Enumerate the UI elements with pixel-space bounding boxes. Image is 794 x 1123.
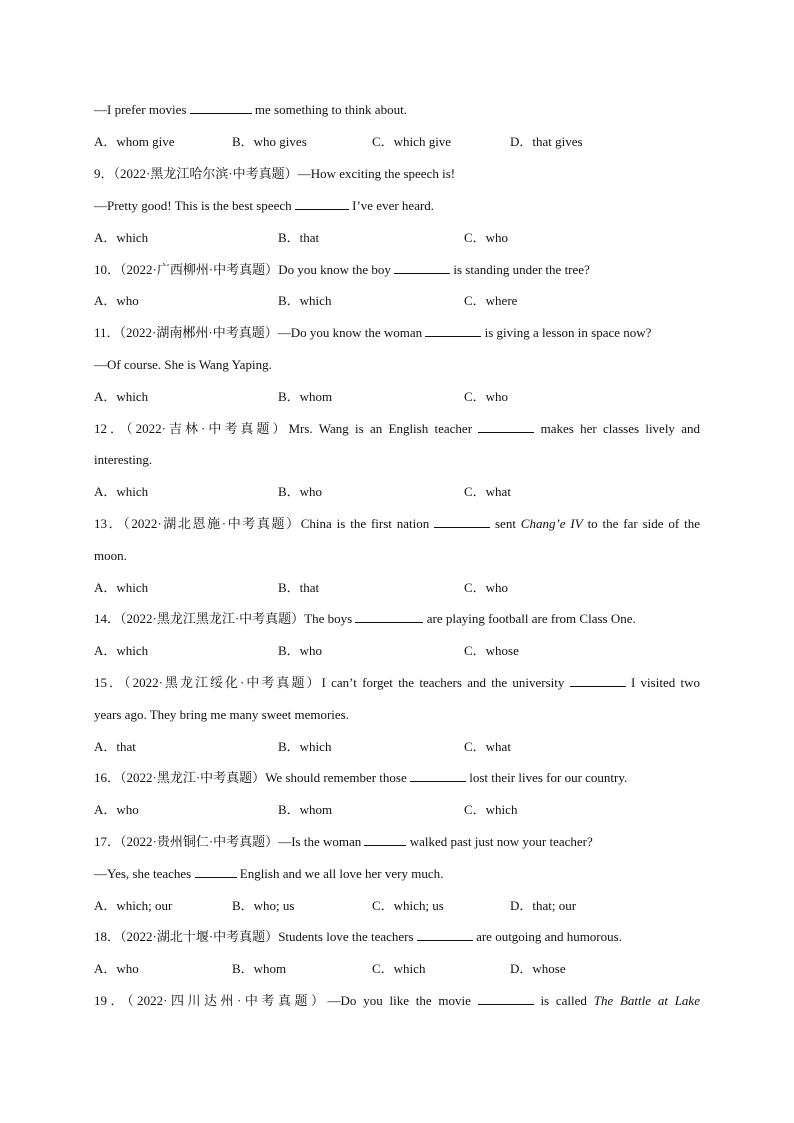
answer-blank (434, 515, 490, 528)
option-c[interactable]: C．which (372, 961, 426, 976)
q17-stem-line2: —Yes, she teaches English and we all love her very much. (94, 866, 444, 881)
option-d[interactable]: D．that; our (510, 898, 577, 913)
q15-stem: 15．（2022·黑龙江绥化·中考真题）I can’t forget the teachers and the university I visited two (94, 675, 700, 690)
option-c[interactable]: C．who (464, 389, 509, 404)
answer-blank (355, 610, 423, 623)
q13-stem-line2: moon. (94, 548, 127, 563)
option-d[interactable]: D．that gives (510, 134, 583, 149)
q13-stem: 13．（2022·湖北恩施·中考真题）China is the first nation sent Chang’e IV to the far side of the (94, 516, 700, 531)
question-source: （2022·湖南郴州·中考真题） (119, 325, 278, 340)
option-b[interactable]: B．who; us (232, 898, 295, 913)
option-c[interactable]: C．which; us (372, 898, 444, 913)
q16-stem: 16．（2022·黑龙江·中考真题）We should remember those lost their lives for our country. (94, 770, 628, 785)
answer-blank (570, 674, 626, 687)
question-source: （2022·广西柳州·中考真题） (120, 262, 279, 277)
option-a[interactable]: A．which (94, 230, 149, 245)
option-a[interactable]: A．who (94, 802, 139, 817)
question-source: （2022·贵州铜仁·中考真题） (120, 834, 279, 849)
option-d[interactable]: D．whose (510, 961, 566, 976)
q17-stem: 17．（2022·贵州铜仁·中考真题）—Is the woman walked past just now your teacher? (94, 834, 593, 849)
question-source: （2022·黑龙江绥化·中考真题） (124, 675, 322, 690)
option-a[interactable]: A．who (94, 293, 139, 308)
question-number: 17． (94, 834, 121, 849)
option-b[interactable]: B．that (278, 580, 320, 595)
option-b[interactable]: B．whom (278, 802, 333, 817)
answer-blank (195, 865, 237, 878)
question-source: （2022·黑龙江黑龙江·中考真题） (120, 611, 305, 626)
option-c[interactable]: C．which (464, 802, 518, 817)
q18-stem: 18．（2022·湖北十堰·中考真题）Students love the teachers are outgoing and humorous. (94, 929, 622, 944)
q15-stem-line2: years ago. They bring me many sweet memories. (94, 707, 349, 722)
option-c[interactable]: C．what (464, 739, 511, 754)
q11-stem: 11．（2022·湖南郴州·中考真题）—Do you know the woman is giving a lesson in space now? (94, 325, 652, 340)
question-number: 11． (94, 325, 120, 340)
option-a[interactable]: A．whom give (94, 134, 175, 149)
option-b[interactable]: B．who (278, 484, 323, 499)
q12-stem: 12．（2022·吉林·中考真题）Mrs. Wang is an English teacher makes her classes lively and (94, 421, 700, 436)
answer-blank (478, 992, 534, 1005)
option-b[interactable]: B．that (278, 230, 320, 245)
answer-blank (410, 769, 466, 782)
answer-blank (364, 833, 406, 846)
option-a[interactable]: A．which; our (94, 898, 173, 913)
question-number: 10． (94, 262, 121, 277)
question-source: （2022·吉林·中考真题） (126, 421, 289, 436)
q14-stem: 14．（2022·黑龙江黑龙江·中考真题）The boys are playing football are from Class One. (94, 611, 636, 626)
q10-stem: 10．（2022·广西柳州·中考真题）Do you know the boy is standing under the tree? (94, 262, 590, 277)
option-b[interactable]: B．which (278, 739, 332, 754)
question-source: （2022·黑龙江哈尔滨·中考真题） (113, 166, 298, 181)
option-b[interactable]: B．who gives (232, 134, 307, 149)
question-number: 13． (94, 516, 124, 531)
option-c[interactable]: C．who (464, 580, 509, 595)
option-c[interactable]: C．what (464, 484, 511, 499)
option-a[interactable]: A．which (94, 389, 149, 404)
option-a[interactable]: A．which (94, 484, 149, 499)
option-b[interactable]: B．who (278, 643, 323, 658)
question-number: 14． (94, 611, 121, 626)
question-number: 15． (94, 675, 125, 690)
option-c[interactable]: C．whose (464, 643, 519, 658)
q9-stem: 9．（2022·黑龙江哈尔滨·中考真题）—How exciting the speech is! (94, 166, 456, 181)
spacecraft-name: Chang’e IV (520, 516, 583, 531)
option-a[interactable]: A．which (94, 580, 149, 595)
question-number: 16． (94, 770, 121, 785)
q8-stem-line2: —I prefer movies me something to think about. (94, 102, 407, 117)
q12-stem-line2: interesting. (94, 452, 153, 467)
option-c[interactable]: C．where (464, 293, 518, 308)
question-source: （2022·黑龙江·中考真题） (120, 770, 266, 785)
q11-stem-line2: —Of course. She is Wang Yaping. (94, 357, 272, 372)
option-b[interactable]: B．which (278, 293, 332, 308)
answer-blank (478, 420, 534, 433)
answer-blank (425, 324, 481, 337)
option-c[interactable]: C．which give (372, 134, 452, 149)
question-number: 19． (94, 993, 128, 1008)
answer-blank (394, 261, 450, 274)
answer-blank (417, 928, 473, 941)
question-source: （2022·四川达州·中考真题） (127, 993, 328, 1008)
answer-blank (190, 101, 252, 114)
option-b[interactable]: B．whom (278, 389, 333, 404)
answer-blank (295, 197, 349, 210)
option-c[interactable]: C．who (464, 230, 509, 245)
option-a[interactable]: A．who (94, 961, 139, 976)
option-b[interactable]: B．whom (232, 961, 287, 976)
movie-title: The Battle at Lake (593, 993, 700, 1008)
q19-stem: 19．（2022·四川达州·中考真题）—Do you like the movie is called The Battle at Lake (94, 993, 700, 1008)
question-number: 9． (94, 166, 114, 181)
question-source: （2022·湖北十堰·中考真题） (120, 929, 279, 944)
option-a[interactable]: A．that (94, 739, 136, 754)
option-a[interactable]: A．which (94, 643, 149, 658)
question-source: （2022·湖北恩施·中考真题） (123, 516, 301, 531)
q9-stem-line2: —Pretty good! This is the best speech I’ve ever heard. (94, 198, 435, 213)
question-number: 18． (94, 929, 121, 944)
question-number: 12． (94, 421, 127, 436)
